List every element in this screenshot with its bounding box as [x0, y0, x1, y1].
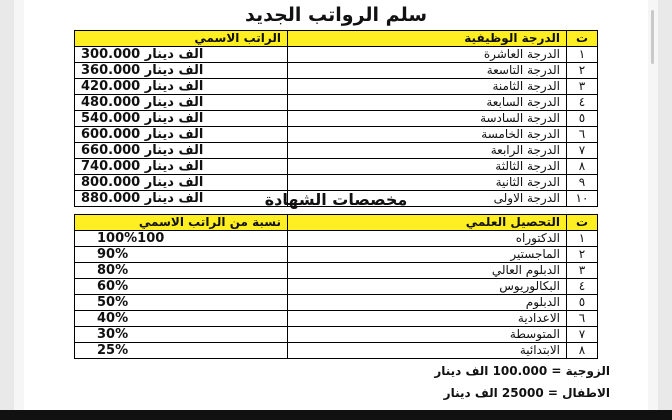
degree-cell: الدبلوم — [288, 295, 567, 311]
grade-cell: الدرجة الرابعة — [288, 143, 567, 159]
row-number: ٣ — [567, 79, 598, 95]
header-num: ت — [567, 31, 598, 47]
table-row — [75, 159, 598, 175]
row-number: ٢ — [567, 63, 598, 79]
table-row — [75, 263, 598, 279]
row-number: ٦ — [567, 127, 598, 143]
percent-cell: 60% — [75, 279, 288, 295]
table-row — [75, 95, 598, 111]
percent-cell: 100%100 — [75, 231, 288, 247]
row-number: ٥ — [567, 111, 598, 127]
table-header-row — [75, 31, 598, 47]
row-number: ١٠ — [567, 191, 598, 207]
grade-cell: الدرجة العاشرة — [288, 47, 567, 63]
row-number: ٤ — [567, 279, 598, 295]
header-degree: التحصيل العلمي — [288, 215, 567, 231]
grade-cell: الدرجة الثالثة — [288, 159, 567, 175]
row-number: ٢ — [567, 247, 598, 263]
certificate-allowance-table — [74, 214, 598, 359]
degree-cell: الدبلوم العالي — [288, 263, 567, 279]
table-row — [75, 231, 598, 247]
salary-cell: 660.000 الف دينار — [75, 143, 288, 159]
table-header-row — [75, 215, 598, 231]
row-number: ١ — [567, 47, 598, 63]
grade-cell: الدرجة التاسعة — [288, 63, 567, 79]
percent-cell: 25% — [75, 343, 288, 359]
children-allowance-note: الاطفال = 25000 الف دينار — [443, 386, 610, 400]
salary-cell: 740.000 الف دينار — [75, 159, 288, 175]
header-grade: الدرجة الوظيفية — [288, 31, 567, 47]
percent-cell: 80% — [75, 263, 288, 279]
grade-cell: الدرجة السادسة — [288, 111, 567, 127]
salary-scale-title: سلم الرواتب الجديد — [244, 4, 428, 26]
table-row — [75, 79, 598, 95]
header-num: ت — [567, 215, 598, 231]
degree-cell: الاعدادية — [288, 311, 567, 327]
degree-cell: البكالوريوس — [288, 279, 567, 295]
table-row — [75, 111, 598, 127]
table-row — [75, 63, 598, 79]
salary-cell: 300.000 الف دينار — [75, 47, 288, 63]
salary-cell: 800.000 الف دينار — [75, 175, 288, 191]
row-number: ٣ — [567, 263, 598, 279]
degree-cell: الابتدائية — [288, 343, 567, 359]
header-salary: الراتب الاسمي — [75, 31, 288, 47]
degree-cell: المتوسطة — [288, 327, 567, 343]
grade-cell: الدرجة الاولى — [288, 191, 567, 207]
table-row — [75, 327, 598, 343]
table-row — [75, 47, 598, 63]
grade-cell: الدرجة الثانية — [288, 175, 567, 191]
row-number: ٤ — [567, 95, 598, 111]
salary-cell: 540.000 الف دينار — [75, 111, 288, 127]
header-percent: نسبة من الراتب الاسمي — [75, 215, 288, 231]
row-number: ٧ — [567, 143, 598, 159]
certificate-allowance-title: مخصصات الشهادة — [264, 190, 408, 209]
table-row — [75, 279, 598, 295]
table-row — [75, 143, 598, 159]
grade-cell: الدرجة السابعة — [288, 95, 567, 111]
row-number: ٥ — [567, 295, 598, 311]
grade-cell: الدرجة الخامسة — [288, 127, 567, 143]
table-row — [75, 175, 598, 191]
row-number: ٦ — [567, 311, 598, 327]
bottom-bar — [0, 410, 672, 420]
row-number: ٨ — [567, 159, 598, 175]
table-row — [75, 295, 598, 311]
row-number: ٧ — [567, 327, 598, 343]
spouse-allowance-note: الزوجية = 100.000 الف دينار — [434, 364, 610, 378]
salary-cell: 360.000 الف دينار — [75, 63, 288, 79]
degree-cell: الدكتوراه — [288, 231, 567, 247]
grade-cell: الدرجة الثامنة — [288, 79, 567, 95]
row-number: ٩ — [567, 175, 598, 191]
row-number: ٨ — [567, 343, 598, 359]
table-row — [75, 343, 598, 359]
percent-cell: 50% — [75, 295, 288, 311]
percent-cell: 90% — [75, 247, 288, 263]
salary-cell: 880.000 الف دينار — [75, 191, 288, 207]
salary-cell: 600.000 الف دينار — [75, 127, 288, 143]
salary-cell: 420.000 الف دينار — [75, 79, 288, 95]
percent-cell: 30% — [75, 327, 288, 343]
percent-cell: 40% — [75, 311, 288, 327]
degree-cell: الماجستير — [288, 247, 567, 263]
table-row — [75, 247, 598, 263]
salary-scale-table — [74, 30, 598, 207]
row-number: ١ — [567, 231, 598, 247]
table-row — [75, 127, 598, 143]
table-row — [75, 311, 598, 327]
salary-cell: 480.000 الف دينار — [75, 95, 288, 111]
